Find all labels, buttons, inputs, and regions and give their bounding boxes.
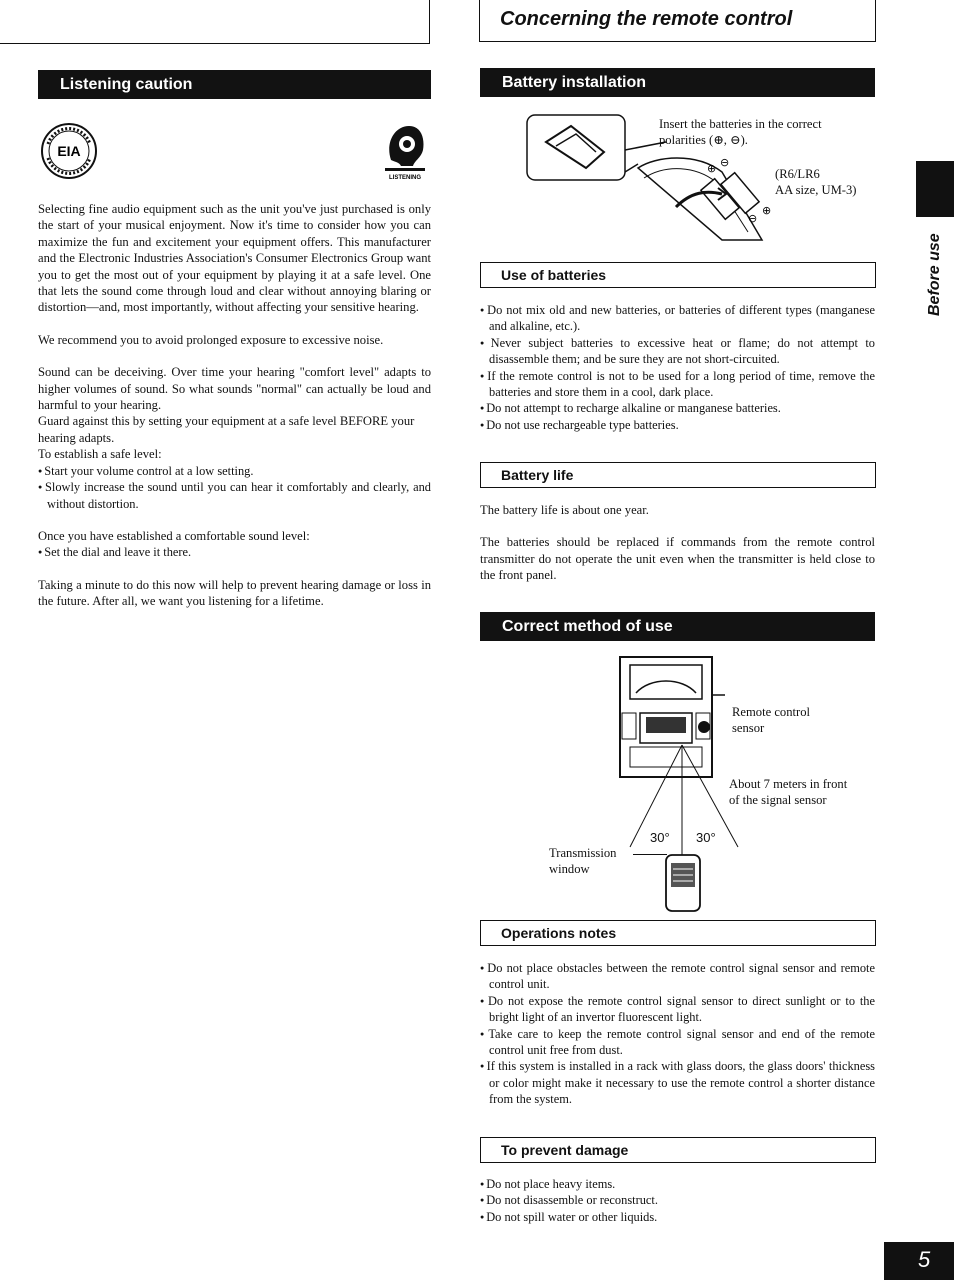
left-header-rule — [0, 0, 430, 44]
listening-logo-text: LISTENING — [388, 175, 422, 181]
transmission-label-1: Transmission — [549, 846, 617, 860]
listening-caution-title: Listening caution — [60, 76, 193, 93]
use-of-batteries-title: Use of batteries — [501, 267, 607, 283]
use-of-batteries-heading — [480, 262, 876, 288]
battery-instruction: Insert the batteries in the correct polarities (⊕, ⊖). — [659, 117, 822, 147]
correct-method-title: Correct method of use — [502, 618, 673, 635]
listening-logo — [383, 122, 427, 182]
use-of-batteries-list — [480, 302, 875, 433]
sensor-label-1: Remote control — [732, 705, 810, 719]
list-item: ● Take care to keep the remote control signal sensor and end of the remote control unit free from dust. — [480, 1026, 875, 1059]
svg-text:⊖: ⊖ — [748, 212, 758, 225]
list-item: ● Do not expose the remote control signal sensor to direct sunlight or to the bright light of an invertor fluorescent light. — [480, 993, 875, 1026]
side-tab-block — [916, 161, 954, 217]
side-tab-label: Before use — [926, 233, 943, 316]
transmission-pointer — [633, 854, 667, 855]
correct-method-heading — [480, 612, 875, 641]
list-item: ● Do not place obstacles between the remote control signal sensor and remote control unit. — [480, 960, 875, 993]
battery-installation-heading — [480, 68, 875, 97]
page-title: Concerning the remote control — [500, 8, 793, 30]
battery-type-line1: (R6/LR6 — [775, 167, 820, 181]
battery-life-p1: The battery life is about one year. — [480, 503, 649, 517]
battery-life-p2: The batteries should be replaced if commands from the remote control transmitter do not operate the unit even when the transmitter is held close to the front panel. — [480, 535, 875, 583]
distance-label-1: About 7 meters in front — [729, 777, 848, 791]
prevent-damage-heading — [480, 1137, 876, 1163]
battery-installation-title: Battery installation — [502, 74, 647, 91]
svg-text:⊖: ⊖ — [720, 156, 730, 169]
list-item: ● Do not place heavy items. — [480, 1176, 875, 1192]
list-item: ● Slowly increase the sound until you can hear it comfortably and clearly, and without distortion. — [38, 479, 431, 512]
paragraph-intro: Selecting fine audio equipment such as the unit you've just purchased is only the start of your musical enjoyment. Now it's time to consider how you can maximize the fun and excitement your equipment offers. This manufacturer and the Electronic Industries Association's Consumer Electronics Group want you to get the most out of your equipment by playing it at a safe level. One that lets the sound come through loud and clear without annoying blaring or distortion—and, most importantly, without affecting your sensitive hearing. — [38, 202, 431, 315]
transmission-label-2: window — [549, 862, 590, 876]
list-item: ● Do not spill water or other liquids. — [480, 1209, 875, 1225]
listening-caution-heading — [38, 70, 431, 99]
prevent-damage-title: To prevent damage — [501, 1142, 629, 1158]
list-item: ● Set the dial and leave it there. — [38, 544, 431, 560]
operations-notes-list — [480, 960, 875, 1108]
operations-notes-title: Operations notes — [501, 925, 617, 941]
battery-life-body — [480, 502, 875, 584]
angle-left-label: 30° — [650, 830, 670, 845]
paragraph-recommend: We recommend you to avoid prolonged exposure to excessive noise. — [38, 332, 384, 347]
paragraph-guard: Guard against this by setting your equipment at a safe level BEFORE your hearing adapts. — [38, 414, 415, 445]
paragraph-closing: Taking a minute to do this now will help to prevent hearing damage or loss in the future. After all, we want you listening for a lifetime. — [38, 577, 431, 609]
sensor-label-2: sensor — [732, 721, 765, 735]
prevent-damage-list — [480, 1176, 875, 1225]
list-item: ● Do not use rechargeable type batteries. — [480, 417, 875, 433]
page-number-box — [884, 1242, 954, 1280]
paragraph-comfort: Once you have established a comfortable sound level: — [38, 528, 310, 543]
svg-text:⊕: ⊕ — [762, 204, 772, 217]
listening-caution-body — [38, 201, 431, 610]
eia-logo — [40, 122, 98, 180]
page-number: 5 — [918, 1247, 931, 1272]
svg-text:⊕: ⊕ — [707, 162, 717, 175]
eia-logo-text: EIA — [57, 143, 81, 159]
list-item: ● If this system is installed in a rack with glass doors, the glass doors' thickness or color might make it necessary to use the remote control a shorter distance from the system. — [480, 1058, 875, 1107]
list-item: ● Never subject batteries to excessive heat or flame; do not attempt to disassemble them; and be sure they are not short-circuited. — [480, 335, 875, 368]
battery-type-line2: AA size, UM-3) — [775, 183, 857, 197]
distance-label-2: of the signal sensor — [729, 793, 827, 807]
list-item: ● Do not disassemble or reconstruct. — [480, 1192, 875, 1208]
paragraph-establish: To establish a safe level: — [38, 447, 162, 462]
paragraph-deceiving: Sound can be deceiving. Over time your hearing "comfort level" adapts to higher volumes of sound. So what sounds "normal" can actually be loud and harmful to your hearing. — [38, 365, 431, 413]
header-title-box — [479, 0, 876, 42]
angle-right-label: 30° — [696, 830, 716, 845]
battery-life-heading — [480, 462, 876, 488]
list-item: ● Do not attempt to recharge alkaline or manganese batteries. — [480, 400, 875, 416]
operations-notes-heading — [480, 920, 876, 946]
list-item: ● Do not mix old and new batteries, or batteries of different types (manganese and alkaline, etc.). — [480, 302, 875, 335]
list-item: ● Start your volume control at a low setting. — [38, 463, 431, 479]
list-item: ● If the remote control is not to be used for a long period of time, remove the batteries and store them in a cool, dark place. — [480, 368, 875, 401]
battery-life-title: Battery life — [501, 467, 574, 483]
